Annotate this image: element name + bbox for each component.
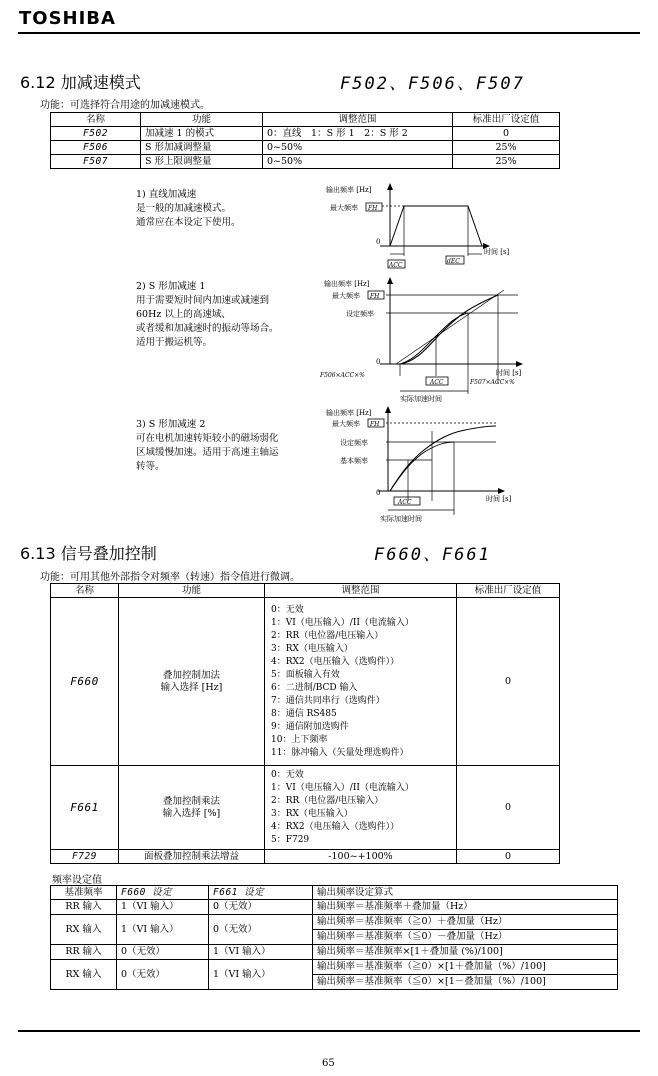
acc-label: ACC: [430, 379, 444, 386]
max-freq-label: 最大频率: [330, 204, 358, 212]
range-item: 2：RR（电位器/电压输入）: [271, 795, 384, 806]
section-612-title: 6.12 加减速模式: [20, 73, 141, 92]
param-default: 0: [457, 850, 560, 864]
range-item: 0：无效: [271, 769, 304, 780]
max-freq-label: 最大频率: [332, 420, 360, 428]
f660-setting: 0（无效）: [117, 945, 209, 960]
base-freq: RX 输入: [51, 960, 117, 990]
param-code: F729: [51, 850, 119, 864]
mode-1-line: 是一般的加减速模式。: [136, 203, 232, 214]
f660-setting: 1（VI 输入）: [117, 900, 209, 915]
origin-label: 0: [376, 358, 381, 366]
section-613-title: 6.13 信号叠加控制: [20, 544, 157, 563]
col-default: 标准出厂设定值: [453, 113, 560, 127]
range-item: 6：二进制/BCD 输入: [271, 682, 358, 693]
param-code: F502: [51, 127, 141, 141]
dec-label: dEC: [447, 258, 460, 265]
base-freq: RR 输入: [51, 900, 117, 915]
param-code: F661: [51, 766, 119, 850]
freq-setting-table: [50, 885, 618, 990]
formula: 输出频率＝基准频率×[1＋叠加量 (%)/100]: [313, 945, 618, 960]
formula: 输出频率＝基准频率＋叠加量（Hz）: [313, 900, 618, 915]
col-function: 功能: [119, 584, 265, 598]
section-612-function: 功能：可选择符合用途的加减速模式。: [40, 100, 210, 111]
base-freq: RX 输入: [51, 915, 117, 945]
brand-logo: TOSHIBA: [19, 8, 116, 29]
param-range: 0~50%: [263, 141, 453, 155]
range-item: 1：VI（电压输入）/II（电流输入）: [271, 782, 414, 793]
param-default: 0: [457, 598, 560, 766]
param-function: 面板叠加控制乘法增益: [119, 850, 265, 864]
range-item: 1：VI（电压输入）/II（电流输入）: [271, 617, 414, 628]
table-row: [51, 900, 618, 915]
table-row: [51, 598, 560, 766]
f660-setting: 1（VI 输入）: [117, 915, 209, 945]
page-number: 65: [322, 1058, 335, 1069]
formula: 输出频率＝基准频率（≦0）－叠加量（Hz）: [313, 930, 618, 945]
mode-2-description: [136, 280, 326, 350]
formula: 输出频率＝基准频率（≦0）×[1－叠加量（%）/100]: [313, 975, 618, 990]
mode-3-line: 转等。: [136, 461, 165, 472]
s-curve-set: [390, 442, 454, 491]
func-line: 叠加控制乘法: [162, 795, 220, 807]
range-item: 5：F729: [271, 834, 310, 845]
section-612-codes: F502、F506、F507: [340, 74, 525, 94]
range-item: 10：上下频率: [271, 734, 328, 745]
table-row: [51, 155, 560, 169]
range-item: 0：无效: [271, 604, 304, 615]
mode-1-title: 1) 直线加减速: [136, 189, 197, 200]
range-item: 3：RX（电压输入）: [271, 808, 353, 819]
param-code: F506: [51, 141, 141, 155]
base-freq: RR 输入: [51, 945, 117, 960]
x-axis-label: 时间 [s]: [484, 248, 510, 256]
footer-rule: [18, 1030, 640, 1032]
range-item: 11：脉冲输入（矢量处理选购件）: [271, 747, 409, 758]
table-row: [51, 915, 618, 930]
param-default: 25%: [453, 155, 560, 169]
func-line: 叠加控制加法: [162, 669, 220, 681]
range-item: 4：RX2（电压输入（选购件））: [271, 656, 400, 667]
f661-setting: 0（无效）: [209, 900, 313, 915]
f506-acc-label: F506×ACC×%: [320, 372, 365, 379]
range-item: 7：通信共同串行（选购件）: [271, 695, 385, 706]
col-default: 标准出厂设定值: [457, 584, 560, 598]
col-f660: F660 设定: [117, 886, 209, 900]
param-function: S 形上限调整量: [141, 155, 263, 169]
func-line: 输入选择 [Hz]: [160, 681, 223, 693]
header-rule: [18, 32, 640, 34]
x-axis-label: 时间 [s]: [496, 369, 522, 377]
mode-2-line: 60Hz 以上的高速域、: [136, 309, 231, 320]
mode-1-line: 通常应在本设定下使用。: [136, 217, 241, 228]
s-curve-main: [400, 295, 498, 364]
y-arrow: [387, 277, 393, 284]
mode-3-line: 区域缓慢加速。适用于高速主轴运: [136, 447, 279, 458]
actual-accel-time: 实际加速时间: [380, 515, 422, 523]
s-curve-set: [400, 313, 468, 364]
range-item: 3：RX（电压输入）: [271, 643, 353, 654]
acc-label: ACC: [389, 262, 403, 269]
f661-setting: 1（VI 输入）: [209, 945, 313, 960]
max-freq-label: 最大频率: [332, 292, 360, 300]
col-range: 调整范围: [265, 584, 457, 598]
param-function: 加减速 1 的模式: [141, 127, 263, 141]
param-range: 0~50%: [263, 155, 453, 169]
param-code: F660: [51, 598, 119, 766]
param-table-612: [50, 112, 560, 169]
param-default: 25%: [453, 141, 560, 155]
freq-setting-title: 频率设定值: [52, 875, 102, 886]
x-arrow: [498, 488, 505, 494]
y-arrow: [385, 406, 391, 413]
section-613-codes: F660、F661: [374, 545, 491, 565]
mode-3-description: [136, 418, 326, 474]
formula: 输出频率＝基准频率（≧0）×[1＋叠加量（%）/100]: [313, 960, 618, 975]
param-function: [119, 598, 265, 766]
mode-2-line: 适用于搬运机等。: [136, 337, 213, 348]
linear-ref: [396, 290, 504, 364]
param-function: S 形加减调整量: [141, 141, 263, 155]
param-table-613: [50, 583, 560, 864]
mode-2-line: 或者缓和加减速时的振动等场合。: [136, 323, 279, 334]
y-axis-label: 输出频率 [Hz]: [326, 409, 372, 417]
col-name: 名称: [51, 584, 119, 598]
actual-accel-time: 实际加速时间: [400, 395, 442, 403]
graph-s-curve-1: [318, 276, 548, 404]
table-row: [51, 960, 618, 975]
col-function: 功能: [141, 113, 263, 127]
x-arrow: [516, 361, 523, 367]
param-range: [265, 598, 457, 766]
f660-setting: 0（无效）: [117, 960, 209, 990]
set-freq-label: 设定频率: [340, 439, 368, 447]
param-range: [265, 766, 457, 850]
f507-acc-label: F507×ACC×%: [470, 379, 515, 386]
y-axis-label: 输出频率 [Hz]: [326, 186, 372, 194]
x-axis-label: 时间 [s]: [486, 495, 512, 503]
col-f661: F661 设定: [209, 886, 313, 900]
col-base-freq: 基准频率: [51, 886, 117, 900]
f661-setting: 0（无效）: [209, 915, 313, 945]
param-default: 0: [457, 766, 560, 850]
s-curve-main: [390, 426, 496, 491]
param-range: -100~+100%: [265, 850, 457, 864]
mode-1-description: [136, 188, 316, 230]
col-name: 名称: [51, 113, 141, 127]
graph-linear-accel: [320, 180, 540, 272]
table-row: [51, 850, 560, 864]
origin-label: 0: [376, 489, 381, 497]
col-formula: 输出频率设定算式: [313, 886, 618, 900]
formula: 输出频率＝基准频率（≧0）＋叠加量（Hz）: [313, 915, 618, 930]
base-freq-label: 基本频率: [340, 457, 368, 465]
mode-2-title: 2) S 形加减速 1: [136, 281, 206, 292]
origin-label: 0: [376, 238, 381, 246]
range-item: 5：面板输入有效: [271, 669, 340, 680]
y-axis-label: 输出频率 [Hz]: [324, 280, 370, 288]
fh-label: FH: [370, 421, 380, 428]
mode-2-line: 用于需要短时间内加速或减速到: [136, 295, 270, 306]
param-code: F507: [51, 155, 141, 169]
table-row: [51, 141, 560, 155]
graph-s-curve-2: [320, 405, 540, 527]
table-row: [51, 945, 618, 960]
table-row: [51, 127, 560, 141]
param-function: [119, 766, 265, 850]
acc-label: ACC: [398, 499, 412, 506]
mode-3-line: 可在电机加速转矩较小的磁场弱化: [136, 433, 279, 444]
f661-setting: 1（VI 输入）: [209, 960, 313, 990]
fh-label: FH: [368, 205, 378, 212]
set-freq-label: 设定频率: [346, 310, 374, 318]
fh-label: FH: [370, 293, 380, 300]
param-default: 0: [453, 127, 560, 141]
mode-3-title: 3) S 形加减速 2: [136, 419, 206, 430]
y-arrow: [387, 183, 393, 190]
func-line: 输入选择 [%]: [162, 807, 221, 819]
param-range: 0：直线 1：S 形 1 2：S 形 2: [263, 127, 453, 141]
range-item: 2：RR（电位器/电压输入）: [271, 630, 384, 641]
range-item: 4：RX2（电压输入（选购件））: [271, 821, 400, 832]
col-range: 调整范围: [263, 113, 453, 127]
range-item: 8：通信 RS485: [271, 708, 337, 719]
range-item: 9：通信附加选购件: [271, 721, 349, 732]
table-row: [51, 766, 560, 850]
section-613-function: 功能：可用其他外部指令对频率（转速）指令值进行微调。: [40, 572, 300, 583]
